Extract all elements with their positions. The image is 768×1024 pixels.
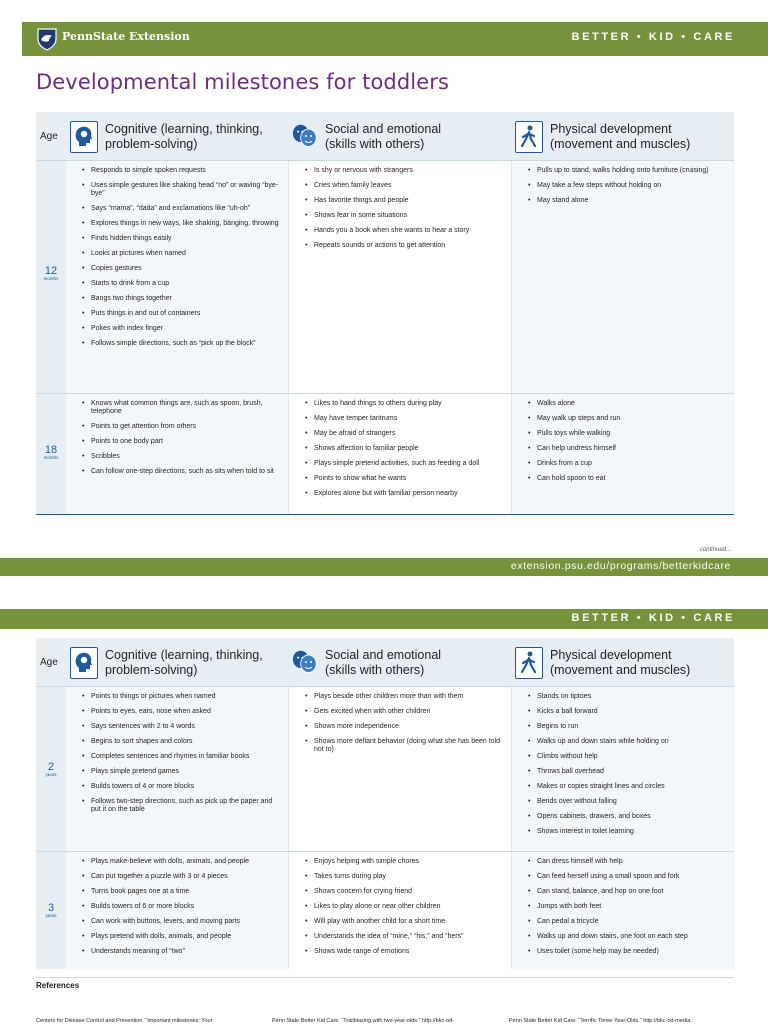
milestone-item: • Pulls up to stand, walks holding onto furniture (cruising) (528, 167, 727, 175)
age-cell (36, 161, 66, 393)
milestone-item: • Can help undress himself (528, 445, 727, 453)
table-bottom-rule (36, 514, 734, 515)
physical-header-line1: Physical development (550, 122, 672, 136)
milestone-item: • Jumps with both feet (528, 903, 727, 911)
age-unit: years (45, 913, 57, 918)
age-unit: months (43, 276, 59, 281)
better-kid-care-tagline: BETTER • KID • CARE (571, 31, 735, 43)
cognitive-header-line1: Cognitive (learning, thinking, (105, 648, 263, 662)
cognitive-header-label (105, 648, 263, 678)
milestone-item: • Follows two-step directions, such as pick up the paper and put it on the table (82, 798, 280, 814)
age-number: 18 (44, 444, 58, 456)
physical-header-label (550, 122, 690, 152)
physical-cell (511, 161, 735, 393)
milestone-list (289, 687, 512, 754)
physical-header (515, 647, 690, 679)
milestone-list (66, 852, 288, 956)
milestone-item: • Understands the idea of “mine,” “his,” and “hers” (305, 933, 504, 941)
milestone-item: • Walks up and down stairs while holding on (528, 738, 727, 746)
milestone-item: • May stand alone (528, 197, 727, 205)
age-number: 2 (47, 761, 55, 773)
website-link[interactable]: extension.psu.edu/programs/betterkidcare (510, 560, 731, 572)
page-title: Developmental milestones for toddlers (36, 70, 449, 94)
age-number: 3 (47, 902, 55, 914)
milestone-item: • Can hold spoon to eat (528, 475, 727, 483)
physical-header (515, 121, 690, 153)
milestone-item: • Climbs without help (528, 753, 727, 761)
milestone-item: • Stands on tiptoes (528, 693, 727, 701)
milestone-item: • Can put together a puzzle with 3 or 4 pieces (82, 873, 280, 881)
milestone-item: • Says “mama”, “dada” and exclamations like “uh-oh” (82, 205, 280, 213)
milestone-item: • Shows affection to familiar people (305, 445, 504, 453)
milestone-list (289, 852, 512, 956)
age-unit: years (45, 772, 57, 777)
milestone-item: • Gets excited when with other children (305, 708, 504, 716)
milestone-item: • Copies gestures (82, 265, 280, 273)
milestone-item: • May have temper tantrums (305, 415, 504, 423)
milestone-list (512, 394, 735, 483)
age-unit: months (43, 455, 59, 460)
cognitive-cell (66, 852, 288, 969)
milestone-item: • Will play with another child for a short time (305, 918, 504, 926)
milestone-item: • Understands meaning of “two” (82, 948, 280, 956)
running-figure-icon (515, 121, 543, 153)
milestone-item: • Builds towers of 6 or more blocks (82, 903, 280, 911)
milestone-item: • Puts things in and out of containers (82, 310, 280, 318)
milestone-item: • Pulls toys while walking (528, 430, 727, 438)
running-figure-icon (515, 647, 543, 679)
milestone-item: • Can feed herself using a small spoon and fork (528, 873, 727, 881)
milestone-item: • Bends over without falling (528, 798, 727, 806)
social-header (292, 121, 441, 152)
milestone-item: • Plays make-believe with dolls, animals, and people (82, 858, 280, 866)
milestone-item: • Enjoys helping with simple chores (305, 858, 504, 866)
row-18-months (36, 393, 734, 514)
table-header (36, 638, 734, 686)
milestone-item: • Can pedal a tricycle (528, 918, 727, 926)
social-cell (288, 852, 512, 969)
table-header (36, 112, 734, 160)
milestone-list (512, 852, 735, 956)
physical-header-line2: (movement and muscles) (550, 663, 691, 677)
milestone-item: • Builds towers of 4 or more blocks (82, 783, 280, 791)
milestone-item: • Likes to play alone or near other children (305, 903, 504, 911)
milestone-item: • Points to show what he wants (305, 475, 504, 483)
cognitive-cell (66, 161, 288, 393)
social-header-line1: Social and emotional (325, 122, 442, 136)
milestone-item: • Begins to sort shapes and colors (82, 738, 280, 746)
row-2-years (36, 686, 734, 851)
milestone-item: • Plays simple pretend games (82, 768, 280, 776)
milestone-item: • Begins to run (528, 723, 727, 731)
brain-head-icon (70, 647, 98, 679)
milestone-item: • Hands you a book when she wants to hear a story (305, 227, 504, 235)
milestone-item: • Points to get attention from others (82, 423, 280, 431)
reference-item: Penn State Better Kid Care. “Trailblazing with two-year-olds.” http://bkc-od- (272, 1018, 454, 1024)
nittany-lion-shield-icon (36, 27, 58, 51)
references-divider (36, 977, 734, 978)
milestone-item: • Finds hidden things easily (82, 235, 280, 243)
milestone-item: • Walks alone (528, 400, 727, 408)
cognitive-header (70, 647, 263, 679)
continued-note: continued… (699, 547, 732, 553)
milestone-item: • Plays pretend with dolls, animals, and people (82, 933, 280, 941)
milestone-item: • Points to eyes, ears, nose when asked (82, 708, 280, 716)
milestone-item: • Repeats sounds or actions to get attention (305, 242, 504, 250)
cognitive-cell (66, 394, 288, 514)
two-faces-icon (292, 121, 318, 151)
physical-header-line2: (movement and muscles) (550, 137, 691, 151)
milestone-item: • Uses simple gestures like shaking head “no” or waving “bye-bye” (82, 182, 280, 198)
social-header (292, 647, 441, 678)
milestone-item: • Says sentences with 2 to 4 words (82, 723, 280, 731)
milestone-item: • Starts to drink from a cup (82, 280, 280, 288)
milestone-item: • Knows what common things are, such as spoon, brush, telephone (82, 400, 280, 416)
milestone-item: • Pokes with index finger (82, 325, 280, 333)
footer-bar (0, 558, 768, 576)
pennstate-logo[interactable] (36, 27, 190, 51)
cognitive-header-line1: Cognitive (learning, thinking, (105, 122, 263, 136)
physical-cell (511, 394, 735, 514)
milestone-item: • Shows fear in some situations (305, 212, 504, 220)
milestone-item: • Explores things in new ways, like shaking, banging, throwing (82, 220, 280, 228)
milestone-item: • Likes to hand things to others during play (305, 400, 504, 408)
milestone-list (66, 687, 288, 814)
social-header-label (325, 122, 441, 152)
milestone-item: • Makes or copies straight lines and circles (528, 783, 727, 791)
physical-cell (511, 852, 735, 969)
milestone-item: • Shows more defiant behavior (doing what she has been told not to) (305, 738, 504, 754)
reference-item: Penn State Better Kid Care. “Terrific Three-Year-Olds.” http://bkc-od-media. (509, 1018, 692, 1024)
milestone-item: • Follows simple directions, such as “pick up the block” (82, 340, 280, 348)
milestone-item: • Explores alone but with familiar person nearby (305, 490, 504, 498)
header-bar-page-2 (0, 609, 768, 629)
physical-cell (511, 687, 735, 851)
cognitive-cell (66, 687, 288, 851)
milestone-item: • Can stand, balance, and hop on one foot (528, 888, 727, 896)
social-cell (288, 687, 512, 851)
milestone-item: • Completes sentences and rhymes in familiar books (82, 753, 280, 761)
milestone-list (289, 394, 512, 498)
social-cell (288, 394, 512, 514)
milestone-item: • Bangs two things together (82, 295, 280, 303)
milestone-item: • Is shy or nervous with strangers (305, 167, 504, 175)
milestones-table-1 (36, 112, 734, 515)
milestone-item: • May take a few steps without holding on (528, 182, 727, 190)
milestone-list (66, 161, 288, 348)
better-kid-care-tagline: BETTER • KID • CARE (571, 612, 735, 624)
age-number: 12 (44, 265, 58, 277)
milestones-table-2 (36, 638, 734, 969)
milestone-item: • Kicks a ball forward (528, 708, 727, 716)
age-cell (36, 394, 66, 514)
milestone-item: • Drinks from a cup (528, 460, 727, 468)
milestone-item: • Plays simple pretend activities, such as feeding a doll (305, 460, 504, 468)
age-cell (36, 852, 66, 969)
milestone-item: • Can dress himself with help (528, 858, 727, 866)
milestone-item: • Responds to simple spoken requests (82, 167, 280, 175)
header-bar (22, 22, 768, 56)
milestone-item: • Has favorite things and people (305, 197, 504, 205)
two-faces-icon (292, 647, 318, 677)
milestone-item: • Turns book pages one at a time (82, 888, 280, 896)
milestone-list (289, 161, 512, 250)
social-header-line2: (skills with others) (325, 663, 425, 677)
brand-name: PennState Extension (62, 29, 190, 43)
milestone-item: • Can follow one-step directions, such as sits when told to sit (82, 468, 280, 476)
age-cell (36, 687, 66, 851)
milestone-item: • Cries when family leaves (305, 182, 504, 190)
row-3-years (36, 851, 734, 969)
milestone-item: • Uses toilet (some help may be needed) (528, 948, 727, 956)
cognitive-header-line2: problem-solving) (105, 137, 198, 151)
brain-head-icon (70, 121, 98, 153)
milestone-item: • Points to one body part (82, 438, 280, 446)
milestone-item: • Throws ball overhead (528, 768, 727, 776)
milestone-item: • Points to things or pictures when named (82, 693, 280, 701)
milestone-item: • Plays beside other children more than with them (305, 693, 504, 701)
physical-header-line1: Physical development (550, 648, 672, 662)
milestone-item: • May be afraid of strangers (305, 430, 504, 438)
social-header-line1: Social and emotional (325, 648, 442, 662)
references-title: References (36, 981, 80, 990)
milestone-list (66, 394, 288, 476)
row-12-months (36, 160, 734, 393)
social-cell (288, 161, 512, 393)
milestone-item: • Takes turns during play (305, 873, 504, 881)
milestone-item: • Opens cabinets, drawers, and boxes (528, 813, 727, 821)
cognitive-header-line2: problem-solving) (105, 663, 198, 677)
milestone-item: • May walk up steps and run (528, 415, 727, 423)
milestone-item: • Shows concern for crying friend (305, 888, 504, 896)
milestone-item: • Scribbles (82, 453, 280, 461)
milestone-item: • Shows wide range of emotions (305, 948, 504, 956)
cognitive-header (70, 121, 263, 153)
milestone-item: • Looks at pictures when named (82, 250, 280, 258)
milestone-item: • Walks up and down stairs, one foot on each step (528, 933, 727, 941)
social-header-label (325, 648, 441, 678)
age-header: Age (40, 657, 58, 668)
milestone-list (512, 161, 735, 205)
milestone-list (512, 687, 735, 836)
milestone-item: • Shows interest in toilet learning (528, 828, 727, 836)
social-header-line2: (skills with others) (325, 137, 425, 151)
physical-header-label (550, 648, 690, 678)
milestone-item: • Shows more independence (305, 723, 504, 731)
age-header: Age (40, 131, 58, 142)
cognitive-header-label (105, 122, 263, 152)
reference-item: Centers for Disease Control and Prevention. “Important milestones: Your (36, 1018, 213, 1024)
milestone-item: • Can work with buttons, levers, and moving parts (82, 918, 280, 926)
